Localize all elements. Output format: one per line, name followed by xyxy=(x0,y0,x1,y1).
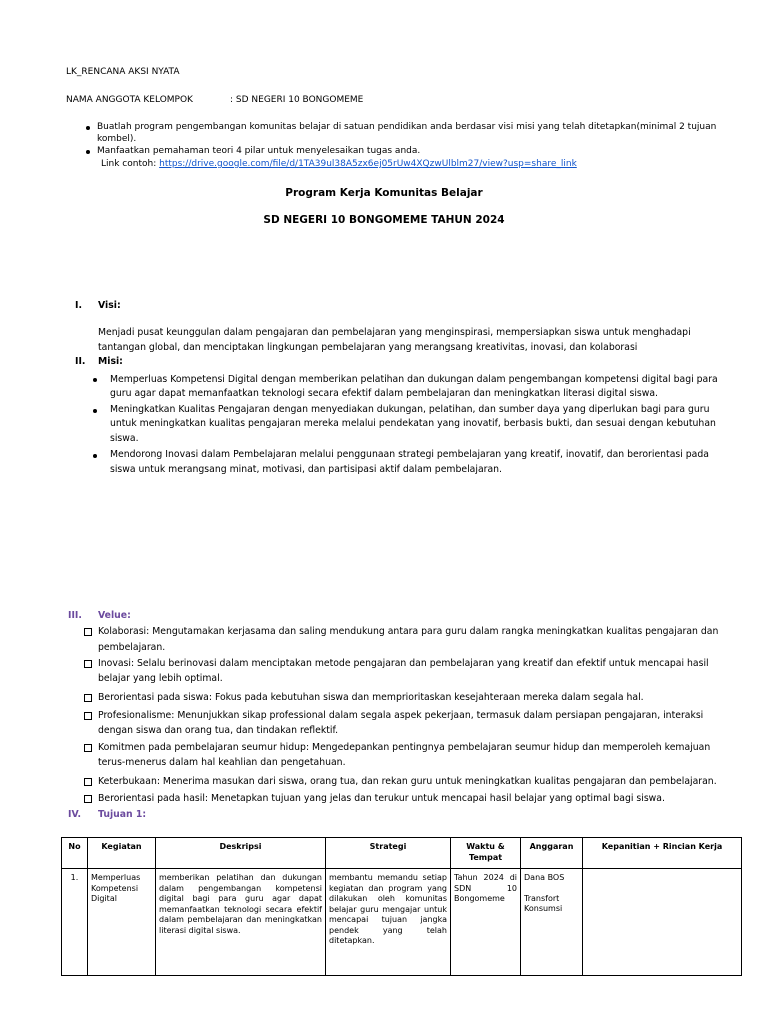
misi-item-3-line1: Mendorong Inovasi dalam Pembelajaran melalui penggunaan strategi pembelajaran yang kreatif, inovatif, dan berorientasi pada xyxy=(110,449,709,460)
anggaran-source: Dana BOS xyxy=(524,873,565,882)
header-deskripsi: Deskripsi xyxy=(156,838,326,869)
checkbox-icon xyxy=(84,795,92,803)
header-waktu-tempat: Waktu & Tempat xyxy=(451,838,521,869)
cell-anggaran xyxy=(521,869,583,976)
value-numeral: III. xyxy=(68,610,82,621)
doc-title: LK_RENCANA AKSI NYATA xyxy=(66,67,180,77)
value-item-6: Keterbukaan: Menerima masukan dari siswa, orang tua, dan rekan guru untuk meningkatkan kualitas pengajaran dan pembelajaran. xyxy=(98,776,717,787)
link-line xyxy=(101,158,577,170)
cell-deskripsi: memberikan pelatihan dan dukungan dalam pengembangan kompetensi digital bagi para guru agar dapat memanfaatkan teknologi secara efektif dalam pembelajaran dan meningkatkan literasi digital siswa. xyxy=(156,869,326,976)
visi-text-line1: Menjadi pusat keunggulan dalam pengajaran dan pembelajaran yang menginspirasi, mempersiapkan siswa untuk menghadapi xyxy=(98,327,691,338)
misi-item-2-line1: Meningkatkan Kualitas Pengajaran dengan menyediakan dukungan, pelatihan, dan sumber daya yang diperlukan bagi para guru xyxy=(110,404,710,415)
visi-text-line2: tantangan global, dan menciptakan lingkungan pembelajaran yang merangsang kreativitas, inovasi, dan kolaborasi xyxy=(98,342,638,353)
program-title: Program Kerja Komunitas Belajar xyxy=(285,187,483,199)
program-table xyxy=(61,837,742,976)
value-item-2-line2: belajar yang lebih optimal. xyxy=(98,673,223,684)
bullet-icon xyxy=(93,378,97,382)
misi-item-3-line2: siswa untuk merangsang minat, motivasi, dan partisipasi aktif dalam pembelajaran. xyxy=(110,464,503,475)
misi-item-1-line2: guru agar dapat memanfaatkan teknologi secara efektif dalam pembelajaran dan meningkatkan literasi digital siswa. xyxy=(110,388,659,399)
program-subtitle: SD NEGERI 10 BONGOMEME TAHUN 2024 xyxy=(263,214,505,226)
group-label: NAMA ANGGOTA KELOMPOK xyxy=(66,95,193,105)
misi-item-1-line1: Memperluas Kompetensi Digital dengan memberikan pelatihan dan dukungan dalam pengembangan kompetensi digital bagi para xyxy=(110,374,718,385)
value-item-7: Berorientasi pada hasil: Menetapkan tujuan yang jelas dan terukur untuk mencapai hasil belajar yang optimal bagi siswa. xyxy=(98,793,665,804)
table-header-row xyxy=(62,838,742,869)
anggaran-items: Transfort Konsumsi xyxy=(524,893,563,913)
instruction-1-line1: Buatlah program pengembangan komunitas belajar di satuan pendidikan anda berdasar visi misi yang telah ditetapkan(minimal 2 tujuan xyxy=(97,122,717,132)
cell-strategi: membantu memandu setiap kegiatan dan program yang dilakukan oleh komunitas belajar guru mengajar untuk mencapai tujuan jangka pendek yang telah ditetapkan. xyxy=(326,869,451,976)
cell-kegiatan: Memperluas Kompetensi Digital xyxy=(88,869,156,976)
checkbox-icon xyxy=(84,694,92,702)
value-item-4-line1: Profesionalisme: Menunjukkan sikap professional dalam segala aspek pekerjaan, termasuk dalam persiapan pengajaran, interaksi xyxy=(98,710,704,721)
checkbox-icon xyxy=(84,778,92,786)
misi-heading: Misi: xyxy=(98,356,123,367)
cell-kepanitiaan xyxy=(583,869,742,976)
header-anggaran: Anggaran xyxy=(521,838,583,869)
value-heading: Velue: xyxy=(98,610,131,621)
instruction-1-line2: kombel). xyxy=(97,134,137,144)
checkbox-icon xyxy=(84,744,92,752)
header-kepanitiaan: Kepanitian + Rincian Kerja xyxy=(583,838,742,869)
bullet-icon xyxy=(93,409,97,413)
instruction-2: Manfaatkan pemahaman teori 4 pilar untuk menyelesaikan tugas anda. xyxy=(97,146,421,156)
value-item-5-line2: terus-menerus dalam hal keahlian dan pengetahuan. xyxy=(98,757,346,768)
group-value: : SD NEGERI 10 BONGOMEME xyxy=(230,95,364,105)
value-item-1-line2: pembelajaran. xyxy=(98,642,166,653)
table-row xyxy=(62,869,742,976)
header-kegiatan: Kegiatan xyxy=(88,838,156,869)
value-item-2-line1: Inovasi: Selalu berinovasi dalam menciptakan metode pengajaran dan pembelajaran yang kreatif dan efektif untuk mencapai hasil xyxy=(98,658,709,669)
visi-numeral: I. xyxy=(75,300,82,311)
link-label: Link contoh: xyxy=(101,159,157,169)
value-item-1-line1: Kolaborasi: Mengutamakan kerjasama dan saling mendukung antara para guru dalam rangka meningkatkan kualitas pengajaran dan xyxy=(98,626,719,637)
tujuan-numeral: IV. xyxy=(68,809,81,820)
visi-heading: Visi: xyxy=(98,300,121,311)
value-item-5-line1: Komitmen pada pembelajaran seumur hidup: Mengedepankan pentingnya pembelajaran seumur hidup dan memperoleh kemajuan xyxy=(98,742,711,753)
header-no: No xyxy=(62,838,88,869)
misi-item-2-line3: siswa. xyxy=(110,433,139,444)
bullet-icon xyxy=(86,150,90,154)
checkbox-icon xyxy=(84,628,92,636)
checkbox-icon xyxy=(84,660,92,668)
checkbox-icon xyxy=(84,712,92,720)
header-strategi: Strategi xyxy=(326,838,451,869)
misi-item-2-line2: untuk meningkatkan kualitas pengajaran mereka melalui pendekatan yang inovatif, berbasis bukti, dan sesuai dengan kebutuhan xyxy=(110,418,716,429)
bullet-icon xyxy=(86,126,90,130)
cell-waktu-tempat: Tahun 2024 di SDN 10 Bongomeme xyxy=(451,869,521,976)
cell-no: 1. xyxy=(62,869,88,976)
tujuan-heading: Tujuan 1: xyxy=(98,809,147,820)
value-item-4-line2: dengan siswa dan orang tua, dan tindakan reflektif. xyxy=(98,725,339,736)
example-link[interactable]: https://drive.google.com/file/d/1TA39ul38A5zx6ej05rUw4XQzwUlblm27/view?usp=share_link xyxy=(159,159,577,169)
value-item-3: Berorientasi pada siswa: Fokus pada kebutuhan siswa dan memprioritaskan kesejahteraan mereka dalam segala hal. xyxy=(98,692,644,703)
bullet-icon xyxy=(93,454,97,458)
misi-numeral: II. xyxy=(75,356,86,367)
